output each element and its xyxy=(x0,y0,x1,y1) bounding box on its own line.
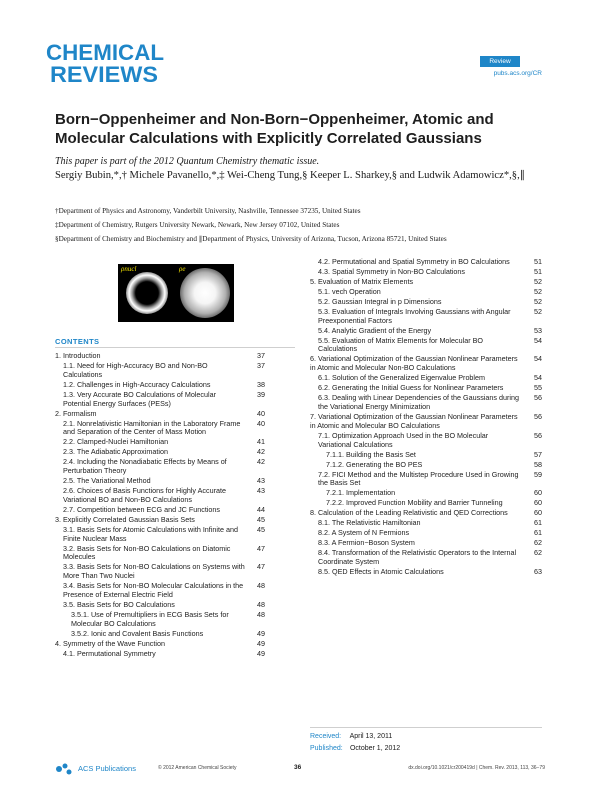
toc-entry[interactable] xyxy=(55,381,265,390)
toc-entry[interactable] xyxy=(310,384,542,393)
toc-entry[interactable] xyxy=(55,458,265,476)
toc-entry-title[interactable]: 3. Explicitly Correlated Gaussian Basis Sets xyxy=(55,514,195,524)
contents-divider xyxy=(55,347,295,348)
toc-entry[interactable] xyxy=(55,410,265,419)
toc-entry[interactable] xyxy=(55,420,265,438)
toc-entry-title[interactable]: 7.1.1. Building the Basis Set xyxy=(326,449,416,459)
toc-entry-page: 37 xyxy=(257,351,265,360)
toc-entry-title[interactable]: 5.3. Evaluation of Integrals Involving Gaussians with Angular Preexponential Factors xyxy=(318,306,511,325)
toc-entry-title[interactable]: 3.5. Basis Sets for BO Calculations xyxy=(63,599,175,609)
author-list: Sergiy Bubin,*,† Michele Pavanello,*,‡ Wei-Cheng Tung,§ Keeper L. Sharkey,§ and Ludwik Adamowicz*,§,∥ xyxy=(55,170,526,181)
toc-entry-page: 52 xyxy=(534,276,542,286)
toc-entry[interactable] xyxy=(310,489,542,498)
toc-entry-title[interactable]: 8.5. QED Effects in Atomic Calculations xyxy=(318,567,444,576)
toc-entry-page: 60 xyxy=(534,488,542,498)
toc-entry-page: 48 xyxy=(257,599,265,609)
toc-entry-page: 62 xyxy=(534,548,542,558)
toc-entry-page: 42 xyxy=(257,447,265,457)
review-badge: Review xyxy=(480,56,520,67)
toc-entry-title[interactable]: 2.2. Clamped-Nuclei Hamiltonian xyxy=(63,437,169,447)
toc-entry[interactable] xyxy=(310,519,542,528)
toc-entry[interactable] xyxy=(310,539,542,548)
toc-entry-title[interactable]: 2.5. The Variational Method xyxy=(63,476,151,486)
toc-entry-title[interactable]: 4.2. Permutational and Spatial Symmetry in BO Calculations xyxy=(318,257,510,266)
logo-line-1: CHEMICAL xyxy=(46,40,164,65)
toc-entry-title[interactable]: 6.3. Dealing with Linear Dependencies of the Gaussians during the Variational Energy Minimization xyxy=(318,393,519,412)
toc-entry-page: 52 xyxy=(534,306,542,316)
toc-entry[interactable] xyxy=(310,337,542,355)
thematic-issue-note: This paper is part of the 2012 Quantum Chemistry thematic issue. xyxy=(55,156,320,167)
toc-entry-page: 47 xyxy=(257,543,265,553)
toc-entry-title[interactable]: 6.2. Generating the Initial Guess for Nonlinear Parameters xyxy=(318,383,504,393)
dates-divider xyxy=(310,727,542,728)
toc-entry[interactable] xyxy=(310,268,542,277)
toc-entry[interactable] xyxy=(310,394,542,412)
toc-entry-title[interactable]: 4.3. Spatial Symmetry in Non-BO Calculations xyxy=(318,266,466,276)
toc-entry[interactable] xyxy=(55,391,265,409)
toc-entry-page: 58 xyxy=(534,459,542,469)
nuclear-density-label: ρnucl xyxy=(121,265,137,273)
toc-entry-title[interactable]: 5.1. vech Operation xyxy=(318,286,381,296)
toc-entry[interactable] xyxy=(55,362,265,380)
toc-entry-title[interactable]: 3.1. Basis Sets for Atomic Calculations with Infinite and Finite Nuclear Mass xyxy=(63,524,238,543)
affiliation-3: §Department of Chemistry and Biochemistry and ∥Department of Physics, University of Arizona, Tucson, Arizona 85721, United States xyxy=(55,235,447,243)
toc-entry-page: 57 xyxy=(534,449,542,459)
toc-entry[interactable] xyxy=(55,640,265,649)
toc-entry[interactable] xyxy=(55,563,265,581)
toc-entry-title[interactable]: 8.3. A Fermion−Boson System xyxy=(318,538,415,548)
toc-entry[interactable] xyxy=(55,448,265,457)
toc-entry-page: 53 xyxy=(534,325,542,335)
contents-heading: CONTENTS xyxy=(55,337,100,346)
toc-entry-page: 41 xyxy=(257,437,265,447)
toc-entry-title[interactable]: 7.2. FICI Method and the Multistep Procedure Used in Growing the Basis Set xyxy=(318,469,519,488)
toc-entry[interactable] xyxy=(55,477,265,486)
toc-entry-page: 38 xyxy=(257,379,265,389)
toc-entry-title[interactable]: 6. Variational Optimization of the Gaussian Nonlinear Parameters in Atomic and Molecular Non-BO Calculations xyxy=(310,354,518,373)
logo-line-2: REVIEWS xyxy=(50,62,158,86)
toc-entry-title[interactable]: 5. Evaluation of Matrix Elements xyxy=(310,276,414,286)
toc-entry-title[interactable]: 1. Introduction xyxy=(55,351,101,360)
page-number: 36 xyxy=(294,764,302,771)
toc-entry[interactable] xyxy=(55,506,265,515)
toc-entry-title[interactable]: 2. Formalism xyxy=(55,408,97,418)
toc-entry-page: 48 xyxy=(257,609,265,619)
toc-entry[interactable] xyxy=(55,630,265,639)
toc-entry-page: 56 xyxy=(534,412,542,421)
toc-entry-page: 40 xyxy=(257,408,265,418)
toc-entry[interactable] xyxy=(310,355,542,373)
toc-entry-page: 60 xyxy=(534,508,542,518)
toc-entry-page: 52 xyxy=(534,296,542,306)
toc-entry[interactable] xyxy=(55,650,265,659)
toc-entry-title[interactable]: 3.2. Basis Sets for Non-BO Calculations on Diatomic Molecules xyxy=(63,543,231,562)
toc-entry-page: 39 xyxy=(257,389,265,399)
toc-entry[interactable] xyxy=(310,258,542,267)
copyright-notice: © 2012 American Chemical Society xyxy=(158,765,237,771)
toc-entry[interactable] xyxy=(310,568,542,577)
toc-entry-page: 56 xyxy=(534,393,542,403)
toc-entry-page: 51 xyxy=(534,266,542,276)
toc-entry[interactable] xyxy=(55,582,265,600)
toc-entry-page: 61 xyxy=(534,518,542,528)
toc-entry-page: 42 xyxy=(257,457,265,467)
toc-entry-page: 63 xyxy=(534,567,542,576)
toc-entry[interactable] xyxy=(310,278,542,287)
toc-entry[interactable] xyxy=(55,438,265,447)
electron-density-label: ρe xyxy=(179,265,186,273)
publisher-name: ACS Publications xyxy=(78,764,136,773)
published-date: October 1, 2012 xyxy=(349,745,401,752)
toc-entry-title[interactable]: 5.2. Gaussian Integral in p Dimensions xyxy=(318,296,442,306)
toc-entry-title[interactable]: 3.4. Basis Sets for Non-BO Molecular Calculations in the Presence of External Electric Field xyxy=(63,581,244,599)
toc-entry[interactable] xyxy=(310,288,542,297)
received-label: Received: xyxy=(310,733,342,740)
toc-entry-title[interactable]: 3.3. Basis Sets for Non-BO Calculations on Systems with More Than Two Nuclei xyxy=(63,562,245,581)
toc-entry[interactable] xyxy=(55,611,265,629)
toc-entry[interactable] xyxy=(55,352,265,361)
affiliation-2: ‡Department of Chemistry, Rutgers University Newark, Newark, New Jersey 07102, United States xyxy=(55,221,340,229)
toc-entry-title[interactable]: 2.7. Competition between ECG and JC Functions xyxy=(63,504,221,514)
toc-entry-page: 54 xyxy=(534,335,542,345)
toc-entry-title[interactable]: 7.1. Optimization Approach Used in the BO Molecular Variational Calculations xyxy=(318,430,489,449)
toc-entry-title[interactable]: 7.2.2. Improved Function Mobility and Barrier Tunneling xyxy=(326,498,503,508)
toc-entry-title[interactable]: 7. Variational Optimization of the Gaussian Nonlinear Parameters in Atomic and Molecular BO Calculations xyxy=(310,412,518,430)
toc-entry[interactable] xyxy=(310,549,542,567)
toc-entry[interactable] xyxy=(310,509,542,518)
toc-entry[interactable] xyxy=(55,516,265,525)
toc-entry[interactable] xyxy=(55,526,265,544)
toc-entry[interactable] xyxy=(310,327,542,336)
toc-entry[interactable] xyxy=(55,545,265,563)
toc-entry-page: 61 xyxy=(534,528,542,538)
published-label: Published: xyxy=(310,745,343,752)
toc-entry[interactable] xyxy=(310,432,542,450)
toc-entry-page: 49 xyxy=(257,648,265,658)
article-title: Born−Oppenheimer and Non-Born−Oppenheimer, Atomic and Molecular Calculations with Explicitly Correlated Gaussians xyxy=(55,111,494,147)
toc-entry[interactable] xyxy=(310,451,542,460)
toc-entry-title[interactable]: 8.4. Transformation of the Relativistic Operators to the Internal Coordinate System xyxy=(318,548,517,567)
toc-entry[interactable] xyxy=(310,529,542,538)
toc-entry-page: 60 xyxy=(534,498,542,508)
toc-entry-page: 59 xyxy=(534,469,542,479)
toc-entry-page: 48 xyxy=(257,581,265,591)
toc-entry-title[interactable]: 7.2.1. Implementation xyxy=(326,488,396,498)
toc-entry-title[interactable]: 1.1. Need for High-Accuracy BO and Non-BO Calculations xyxy=(63,360,208,379)
toc-entry-page: 44 xyxy=(257,504,265,514)
toc-entry[interactable] xyxy=(310,374,542,383)
toc-entry-title[interactable]: 4. Symmetry of the Wave Function xyxy=(55,638,165,648)
toc-entry[interactable] xyxy=(310,461,542,470)
affiliation-1: †Department of Physics and Astronomy, Vanderbilt University, Nashville, Tennessee 37235, United States xyxy=(55,207,361,215)
toc-column-right xyxy=(310,258,542,578)
toc-entry-page: 55 xyxy=(534,383,542,393)
toc-entry-title[interactable]: 2.4. Including the Nonadiabatic Effects by Means of Perturbation Theory xyxy=(63,457,227,476)
toc-entry-title[interactable]: 3.5.2. Ionic and Covalent Basis Functions xyxy=(71,628,204,638)
toc-entry-page: 51 xyxy=(534,257,542,266)
electron-density-panel xyxy=(176,264,234,322)
toc-entry-page: 47 xyxy=(257,562,265,572)
toc-entry-title[interactable]: 8.1. The Relativistic Hamiltonian xyxy=(318,518,421,528)
toc-entry[interactable] xyxy=(310,413,542,431)
toc-entry-page: 52 xyxy=(534,286,542,296)
received-date: April 13, 2011 xyxy=(349,733,393,740)
toc-entry-title[interactable]: 6.1. Solution of the Generalized Eigenvalue Problem xyxy=(318,373,486,383)
toc-entry-page: 62 xyxy=(534,538,542,548)
doi-citation-link[interactable]: dx.doi.org/10.1021/cr200419d | Chem. Rev. 2013, 113, 36−79 xyxy=(408,765,545,771)
toc-entry-page: 43 xyxy=(257,486,265,496)
toc-entry-title[interactable]: 5.5. Evaluation of Matrix Elements for Molecular BO Calculations xyxy=(318,335,483,354)
nuclear-density-ring xyxy=(126,272,168,314)
toc-entry-title[interactable]: 8. Calculation of the Leading Relativistic and QED Corrections xyxy=(310,508,508,518)
toc-entry-page: 45 xyxy=(257,514,265,524)
publication-dates xyxy=(310,731,400,755)
toc-entry[interactable] xyxy=(55,487,265,505)
toc-entry-page: 56 xyxy=(534,430,542,440)
toc-entry[interactable] xyxy=(55,601,265,610)
toc-entry-page: 45 xyxy=(257,524,265,534)
journal-logo xyxy=(46,40,166,86)
toc-entry-page: 40 xyxy=(257,418,265,428)
toc-entry-page: 49 xyxy=(257,628,265,638)
toc-entry[interactable] xyxy=(310,298,542,307)
toc-entry-title[interactable]: 3.5.1. Use of Premultipliers in ECG Basis Sets for Molecular BO Calculations xyxy=(71,609,229,628)
toc-entry-page: 49 xyxy=(257,638,265,648)
acs-logo-icon xyxy=(55,762,75,776)
toc-entry-title[interactable]: 1.3. Very Accurate BO Calculations of Molecular Potential Energy Surfaces (PESs) xyxy=(63,389,217,408)
journal-url-link[interactable]: pubs.acs.org/CR xyxy=(493,70,542,77)
electron-density-blob xyxy=(180,268,230,318)
toc-entry-title[interactable]: 5.4. Analytic Gradient of the Energy xyxy=(318,325,432,335)
toc-entry-title[interactable]: 2.1. Nonrelativistic Hamiltonian in the Laboratory Frame and Separation of the Center of Mass Motion xyxy=(63,418,241,437)
toc-entry-title[interactable]: 4.1. Permutational Symmetry xyxy=(63,648,156,658)
toc-entry[interactable] xyxy=(310,499,542,508)
toc-entry-page: 54 xyxy=(534,354,542,364)
toc-entry[interactable] xyxy=(310,308,542,326)
toc-entry-title[interactable]: 7.1.2. Generating the BO PES xyxy=(326,459,423,469)
toc-entry-title[interactable]: 2.3. The Adiabatic Approximation xyxy=(63,447,168,457)
toc-entry-title[interactable]: 1.2. Challenges in High-Accuracy Calculations xyxy=(63,379,211,389)
toc-entry-page: 37 xyxy=(257,360,265,370)
toc-entry[interactable] xyxy=(310,471,542,489)
toc-entry-title[interactable]: 2.6. Choices of Basis Functions for Highly Accurate Variational BO and Non-BO Calculations xyxy=(63,486,226,504)
toc-entry-page: 43 xyxy=(257,476,265,486)
toc-entry-page: 54 xyxy=(534,373,542,383)
nuclear-density-panel xyxy=(118,264,176,322)
toc-column-left xyxy=(55,352,265,660)
toc-entry-title[interactable]: 8.2. A System of N Fermions xyxy=(318,528,410,538)
